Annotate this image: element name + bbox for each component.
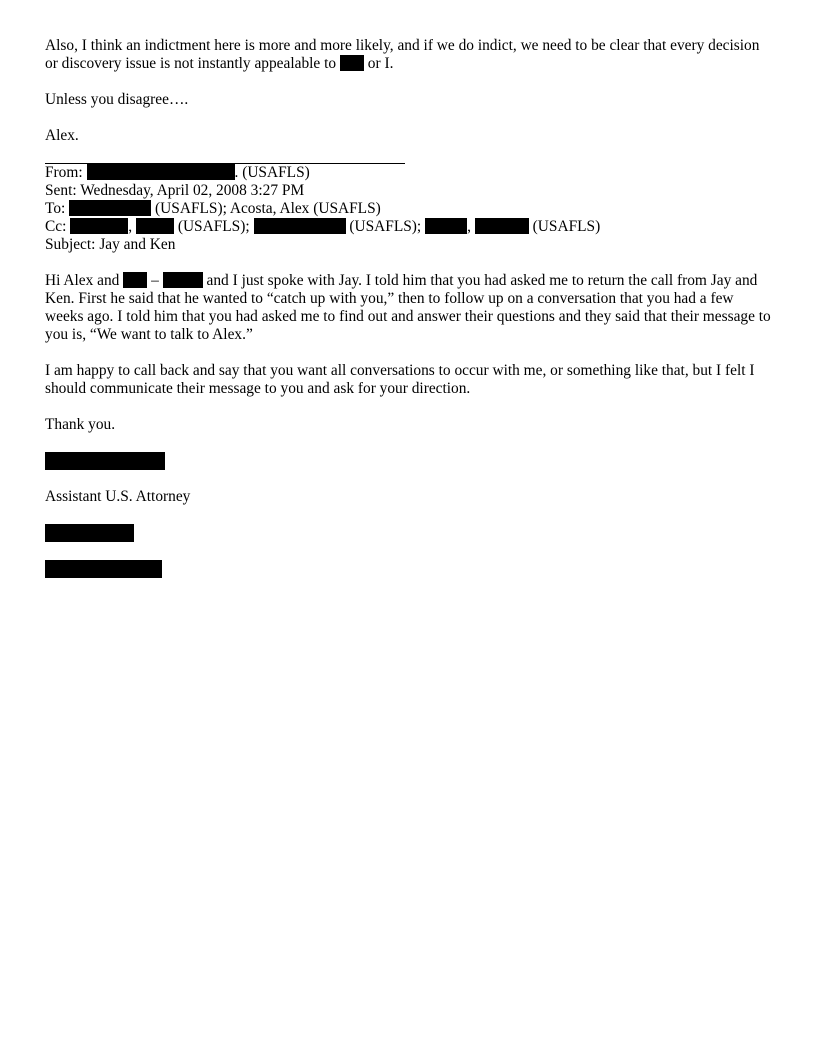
header-cc: [45, 218, 775, 236]
header-cc-text: (USAFLS);: [177, 218, 250, 235]
header-from-label: From:: [45, 164, 83, 181]
body-paragraph-call-text: and I just spoke with Jay. I told him that you had asked me to return the call from Jay and Ken. First he said that he wanted to “catch up with you,” then to follow up on a conversation that you had a few weeks ago. I told him that you had asked me to find out and answer their questions and they said that their message to you is, “We want to talk to Alex.”: [45, 272, 771, 343]
forwarded-email-header: [45, 164, 775, 254]
header-subject: [45, 236, 775, 254]
header-cc-separator: ,: [128, 218, 133, 235]
redaction-box: [163, 272, 203, 288]
header-cc-text: (USAFLS): [532, 218, 601, 235]
redaction-box: [136, 218, 174, 234]
signature-contact-redaction: [45, 560, 162, 578]
header-sent-label: Sent:: [45, 182, 77, 199]
document-page: [45, 37, 775, 596]
header-cc-separator: ,: [467, 218, 471, 235]
paragraph-indictment-end: or I.: [367, 55, 394, 72]
body-paragraph-thanks: Thank you.: [45, 416, 116, 433]
paragraph-disagree: Unless you disagree….: [45, 91, 189, 108]
paragraph-indictment: [45, 37, 775, 73]
redaction-box: [475, 218, 529, 234]
body-paragraph-call: [45, 272, 775, 344]
signature-title: Assistant U.S. Attorney: [45, 488, 191, 505]
header-from-suffix: . (USAFLS): [234, 164, 310, 181]
header-subject-value: Jay and Ken: [99, 236, 176, 253]
body-paragraph-call-dash: –: [151, 272, 159, 289]
signature-name-redaction: [45, 452, 165, 470]
header-to-value: (USAFLS); Acosta, Alex (USAFLS): [155, 200, 381, 217]
redaction-box: [254, 218, 346, 234]
body-paragraph-callback: I am happy to call back and say that you want all conversations to occur with me, or something like that, but I felt I should communicate their message to you and ask for your direction.: [45, 362, 755, 397]
header-cc-text: (USAFLS);: [349, 218, 422, 235]
redaction-box: [69, 200, 151, 216]
signoff-alex: Alex.: [45, 127, 79, 144]
paragraph-indictment-text: Also, I think an indictment here is more and more likely, and if we do indict, we need to be clear that every decision or discovery issue is not instantly appealable to: [45, 37, 760, 72]
redaction-box: [87, 164, 235, 180]
header-cc-label: Cc:: [45, 218, 67, 235]
header-sent: [45, 182, 775, 200]
header-from: [45, 164, 775, 182]
redaction-box: [70, 218, 128, 234]
body-paragraph-call-greeting: Hi Alex and: [45, 272, 120, 289]
header-to: [45, 200, 775, 218]
signature-contact-redaction: [45, 524, 134, 542]
header-sent-value: Wednesday, April 02, 2008 3:27 PM: [80, 182, 305, 199]
redaction-box: [340, 55, 364, 71]
header-subject-label: Subject:: [45, 236, 96, 253]
header-to-label: To:: [45, 200, 66, 217]
redaction-box: [425, 218, 467, 234]
redaction-box: [123, 272, 147, 288]
